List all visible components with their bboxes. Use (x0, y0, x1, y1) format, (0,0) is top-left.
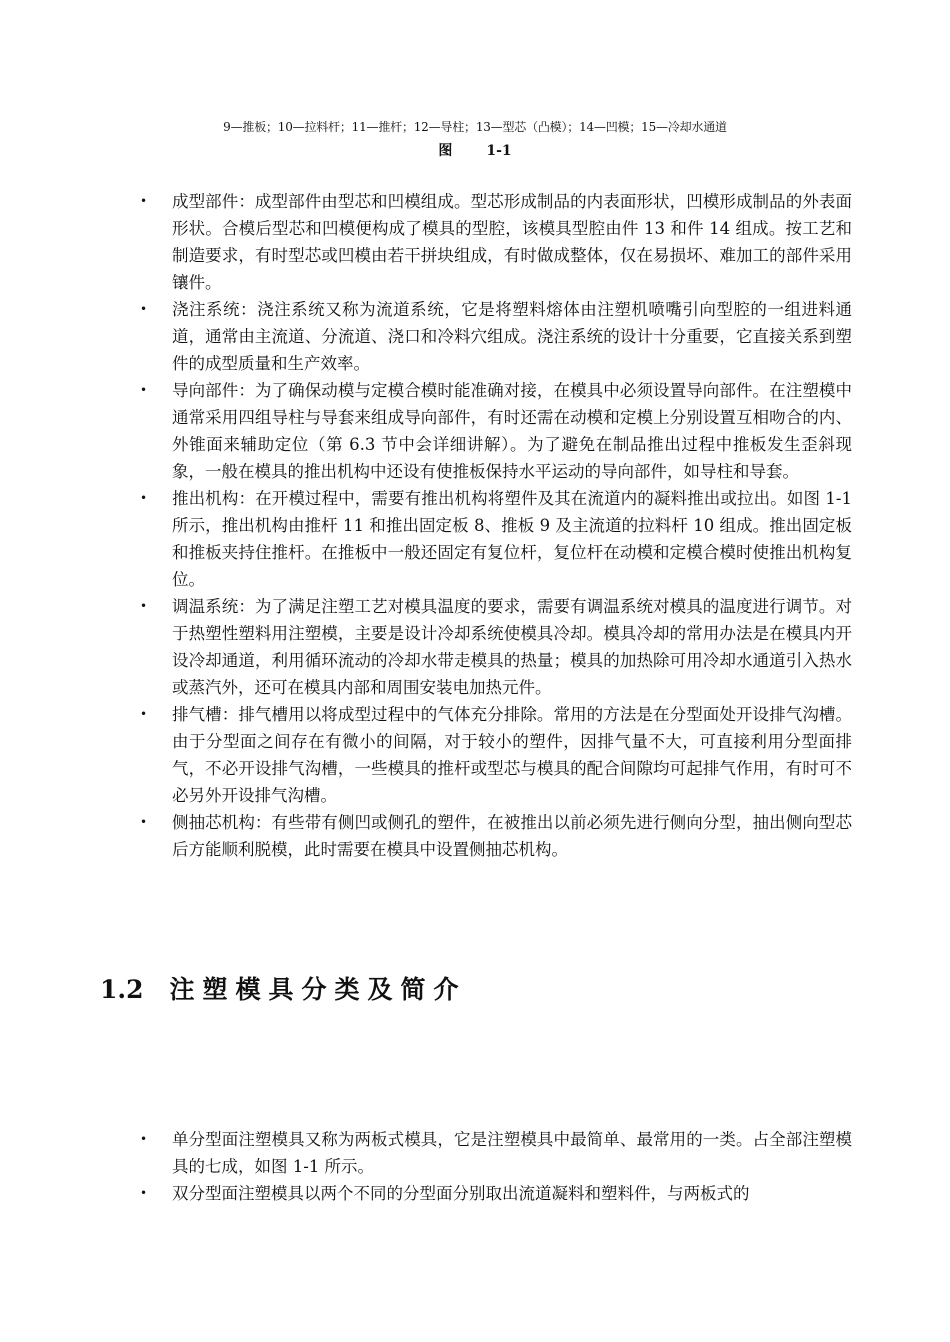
list-item-text: 浇注系统：浇注系统又称为流道系统，它是将塑料熔体由注塑机喷嘴引向型腔的一组进料通道，通常由主流道、分流道、浇口和冷料穴组成。浇注系统的设计十分重要，它直接关系到塑件的成型质量和生产效率。 (172, 300, 852, 373)
list-item-text: 排气槽：排气槽用以将成型过程中的气体充分排除。常用的方法是在分型面处开设排气沟槽。由于分型面之间存在有微小的间隔，对于较小的塑件，因排气量不大，可直接利用分型面排气，不必开设排气沟槽，一些模具的推杆或型芯与模具的配合间隙均可起排气作用，有时可不必另外开设排气沟槽。 (172, 705, 852, 805)
list-item-text: 导向部件：为了确保动模与定模合模时能准确对接，在模具中必须设置导向部件。在注塑模中通常采用四组导柱与导套来组成导向部件，有时还需在动模和定模上分别设置互相吻合的内、外锥面来辅助定位（第 6.3 节中会详细讲解）。为了避免在制品推出过程中推板发生歪斜现象，一般在模具的推出机构中还设有使推板保持水平运动的导向部件，如导柱和导套。 (172, 381, 852, 481)
figure-label-prefix: 图 (438, 143, 453, 159)
bullet-icon: • (140, 599, 148, 613)
list-item-text: 双分型面注塑模具以两个不同的分型面分别取出流道凝料和塑料件，与两板式的 (172, 1184, 750, 1203)
section-number: 1.2 (100, 975, 144, 1004)
component-list (0, 188, 852, 863)
bullet-icon: • (140, 1186, 148, 1200)
section-title: 注塑模具分类及简介 (169, 975, 467, 1004)
bullet-icon: • (140, 194, 148, 208)
list-item (0, 188, 852, 296)
list-item (0, 1180, 852, 1207)
bullet-icon: • (140, 383, 148, 397)
list-item (0, 296, 852, 377)
bullet-icon: • (140, 815, 148, 829)
bullet-icon: • (140, 302, 148, 316)
bullet-icon: • (140, 491, 148, 505)
list-item-text: 成型部件：成型部件由型芯和凹模组成。型芯形成制品的内表面形状，凹模形成制品的外表面形状。合模后型芯和凹模便构成了模具的型腔，该模具型腔由件 13 和件 14 组成。按工艺和制造要求，有时型芯或凹模由若干拼块组成，有时做成整体，仅在易损坏、难加工的部件采用镶件。 (172, 192, 852, 292)
list-item-text: 侧抽芯机构：有些带有侧凹或侧孔的塑件，在被推出以前必须先进行侧向分型，抽出侧向型芯后方能顺利脱模，此时需要在模具中设置侧抽芯机构。 (172, 813, 852, 859)
list-item (0, 1126, 852, 1180)
figure-label-number: 1-1 (486, 143, 512, 159)
list-item (0, 485, 852, 593)
list-item (0, 809, 852, 863)
list-item-text: 推出机构：在开模过程中，需要有推出机构将塑件及其在流道内的凝料推出或拉出。如图 1-1 所示，推出机构由推杆 11 和推出固定板 8、推板 9 及主流道的拉料杆 10 组成。推出固定板和推板夹持住推杆。在推板中一般还固定有复位杆，复位杆在动模和定模合模时使推出机构复位。 (172, 489, 852, 589)
section-heading (100, 970, 467, 1006)
bullet-icon: • (140, 707, 148, 721)
mold-type-list (0, 1126, 852, 1207)
bullet-icon: • (140, 1132, 148, 1146)
list-item (0, 593, 852, 701)
list-item (0, 701, 852, 809)
list-item-text: 单分型面注塑模具又称为两板式模具，它是注塑模具中最简单、最常用的一类。占全部注塑模具的七成，如图 1-1 所示。 (172, 1130, 852, 1176)
figure-legend: 9—推板；10—拉料杆；11—推杆；12—导柱；13—型芯（凸模）；14—凹模；15—冷却水通道 (223, 120, 727, 134)
list-item-text: 调温系统：为了满足注塑工艺对模具温度的要求，需要有调温系统对模具的温度进行调节。对于热塑性塑料用注塑模，主要是设计冷却系统使模具冷却。模具冷却的常用办法是在模具内开设冷却通道，利用循环流动的冷却水带走模具的热量；模具的加热除可用冷却水通道引入热水或蒸汽外，还可在模具内部和周围安装电加热元件。 (172, 597, 852, 697)
list-item (0, 377, 852, 485)
figure-label (0, 140, 950, 160)
